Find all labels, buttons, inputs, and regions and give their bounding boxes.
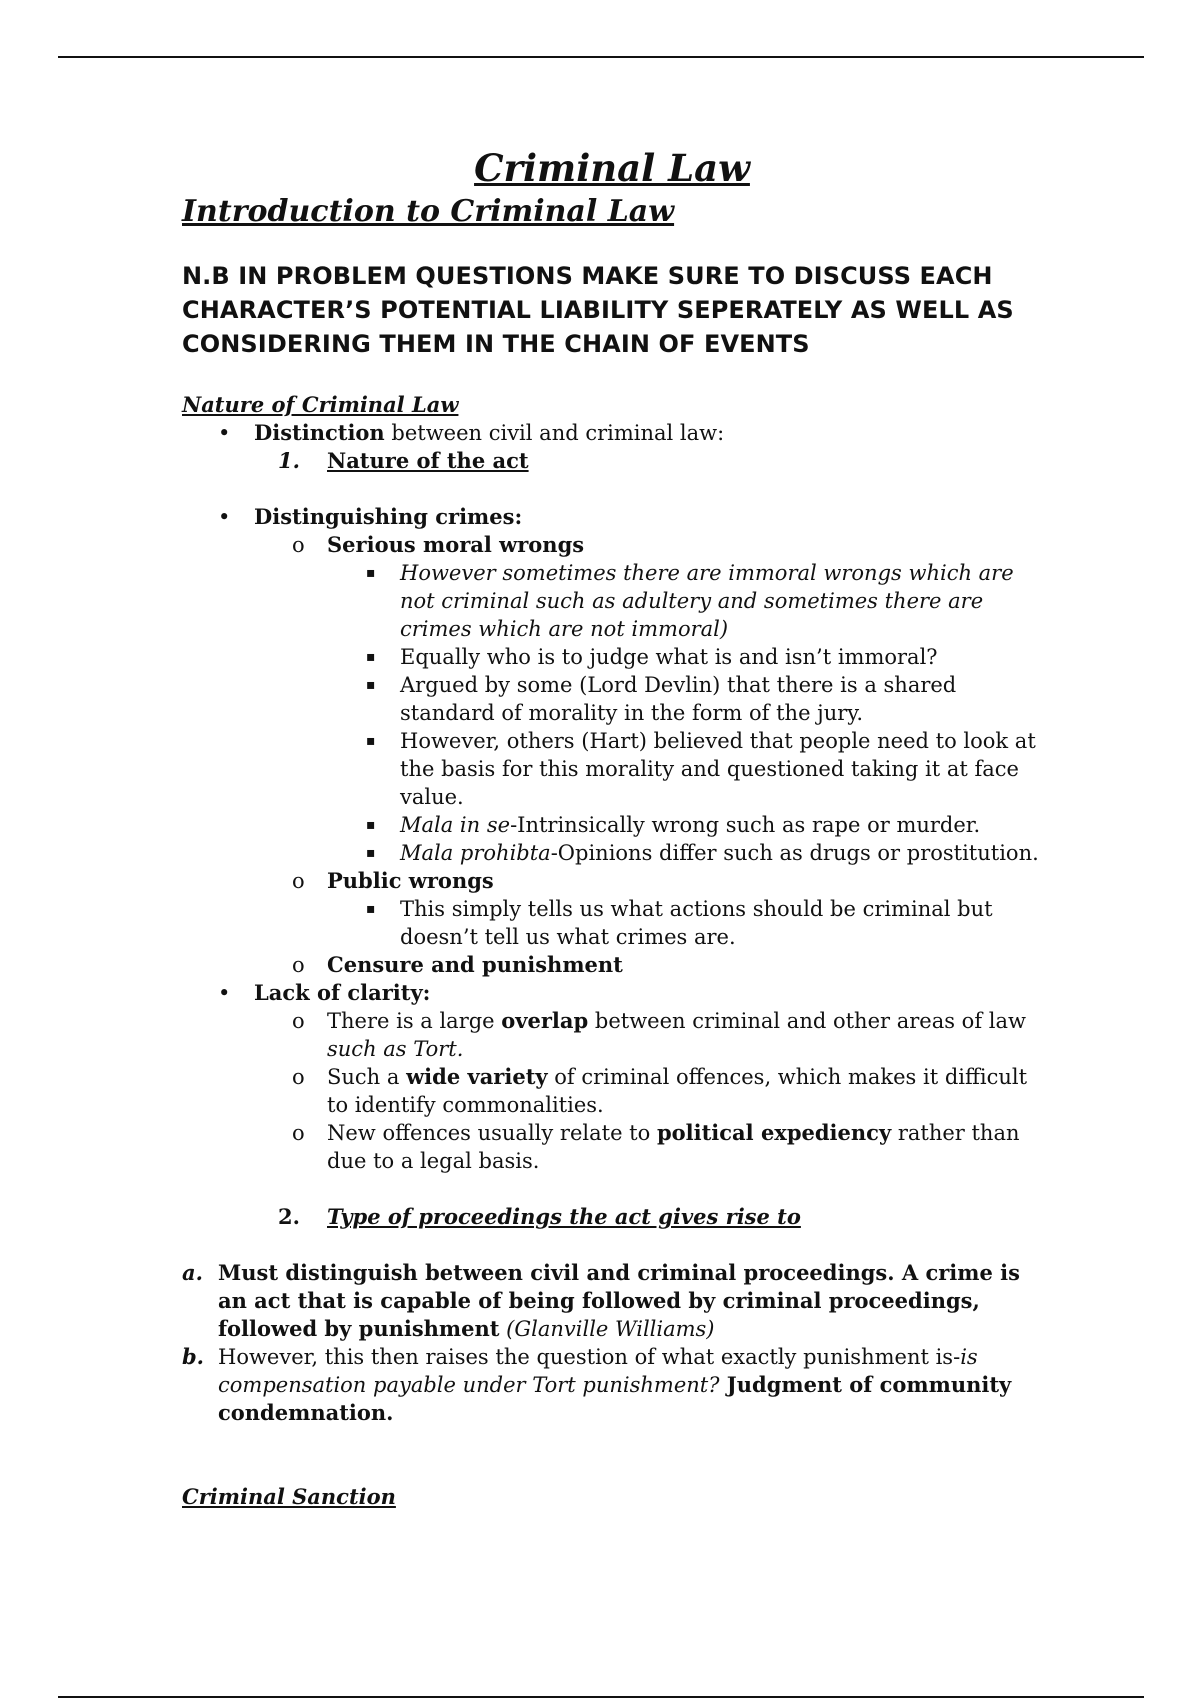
- bullet-marker: •: [218, 981, 231, 1005]
- top-rule: [58, 56, 1144, 58]
- square-marker: ▪: [366, 677, 376, 693]
- lc-text: There is a large: [327, 1009, 502, 1033]
- sm-italic: Mala in se: [400, 813, 511, 837]
- list-item-lc-2: [182, 1063, 1042, 1119]
- lc-text: of criminal offences, which makes it difficult to identify commonalities.: [327, 1065, 1028, 1117]
- list-item-sm-3: [182, 671, 1042, 727]
- number-marker: 2.: [278, 1204, 300, 1229]
- sm-text: -Intrinsically wrong such as rape or murder.: [510, 813, 981, 837]
- lettered-item-b: [182, 1343, 1042, 1427]
- sm-text: However sometimes there are immoral wrongs which are not criminal such as adultery and sometimes there are crimes which are not immoral): [400, 561, 1014, 641]
- list-item-lack: [182, 979, 1042, 1007]
- list-item-sm-4: [182, 727, 1042, 811]
- list-item-lc-3: [182, 1119, 1042, 1175]
- square-marker: ▪: [366, 817, 376, 833]
- number-marker: 1.: [278, 448, 300, 473]
- distinction-label: Distinction: [254, 420, 385, 445]
- page-subtitle: Introduction to Criminal Law: [182, 194, 675, 229]
- section-heading-sanction: Criminal Sanction: [182, 1484, 396, 1509]
- bottom-rule: [58, 1696, 1144, 1698]
- letter-marker: b.: [182, 1344, 204, 1369]
- lc-italic: such as Tort.: [327, 1037, 464, 1061]
- lc-text: Such a: [327, 1065, 407, 1089]
- square-marker: ▪: [366, 649, 376, 665]
- sm-text: Equally who is to judge what is and isn’t immoral?: [400, 645, 938, 669]
- numbered-item-label: Type of proceedings the act gives rise to: [327, 1204, 801, 1229]
- list-item-distinguishing: [182, 503, 1042, 531]
- square-marker: ▪: [366, 733, 376, 749]
- lc-bold: overlap: [501, 1008, 589, 1033]
- square-marker: ▪: [366, 901, 376, 917]
- list-item-sm-5: [182, 811, 1042, 839]
- circle-marker: o: [292, 953, 305, 977]
- lack-label: Lack of clarity:: [254, 980, 431, 1005]
- list-item-censure: [182, 951, 1042, 979]
- circle-marker: o: [292, 869, 305, 893]
- list-item-lc-1: [182, 1007, 1042, 1063]
- list-item-serious: [182, 531, 1042, 559]
- lettered-bold: Must distinguish between civil and criminal proceedings. A crime is an act that is capable of being followed by criminal proceedings, followed by punishment: [218, 1260, 1020, 1341]
- lettered-italic: is compensation payable under Tort punishment?: [218, 1345, 978, 1397]
- page-title: Criminal Law: [474, 146, 750, 190]
- letter-marker: a.: [182, 1260, 203, 1285]
- lc-bold: wide variety: [406, 1064, 548, 1089]
- lc-text: between criminal and other areas of law: [588, 1009, 1026, 1033]
- bullet-marker: •: [218, 421, 231, 445]
- list-item-distinction: [182, 419, 1042, 447]
- lettered-bold: Judgment of community condemnation.: [218, 1372, 1012, 1425]
- distinguishing-label: Distinguishing crimes:: [254, 504, 523, 529]
- sm-text: Argued by some (Lord Devlin) that there is a shared standard of morality in the form of the jury.: [400, 673, 957, 725]
- distinction-text: between civil and criminal law:: [384, 421, 725, 445]
- sm-text: -Opinions differ such as drugs or prostitution.: [550, 841, 1039, 865]
- circle-marker: o: [292, 1121, 305, 1145]
- lc-text: New offences usually relate to: [327, 1121, 657, 1145]
- list-item-pw-1: [182, 895, 1042, 951]
- document-body: [182, 145, 1042, 1511]
- serious-label: Serious moral wrongs: [327, 532, 585, 557]
- nb-line: CONSIDERING THEM IN THE CHAIN OF EVENTS: [182, 330, 810, 358]
- censure-label: Censure and punishment: [327, 952, 623, 977]
- sm-italic: Mala prohibta: [400, 841, 551, 865]
- public-label: Public wrongs: [327, 868, 494, 893]
- lettered-item-a: [182, 1259, 1042, 1343]
- square-marker: ▪: [366, 845, 376, 861]
- list-item-sm-6: [182, 839, 1042, 867]
- circle-marker: o: [292, 1065, 305, 1089]
- nb-line: N.B IN PROBLEM QUESTIONS MAKE SURE TO DISCUSS EACH: [182, 262, 993, 290]
- list-item-sm-2: [182, 643, 1042, 671]
- lc-bold: political expediency: [656, 1120, 892, 1145]
- square-marker: ▪: [366, 565, 376, 581]
- nb-warning: [182, 259, 1042, 361]
- numbered-item-2: [182, 1203, 1042, 1231]
- nb-line: CHARACTER’S POTENTIAL LIABILITY SEPERATELY AS WELL AS: [182, 296, 1014, 324]
- numbered-item-label: Nature of the act: [327, 448, 529, 473]
- pw-text: This simply tells us what actions should be criminal but doesn’t tell us what crimes are.: [400, 897, 993, 949]
- sm-text: However, others (Hart) believed that people need to look at the basis for this morality and questioned taking it at face value.: [400, 729, 1036, 809]
- circle-marker: o: [292, 533, 305, 557]
- lettered-italic: (Glanville Williams): [506, 1317, 715, 1341]
- list-item-sm-1: [182, 559, 1042, 643]
- lettered-text: However, this then raises the question of what exactly punishment is-: [218, 1345, 961, 1369]
- bullet-marker: •: [218, 505, 231, 529]
- list-item-public: [182, 867, 1042, 895]
- lc-text: rather than due to a legal basis.: [327, 1121, 1020, 1173]
- numbered-item-1: [182, 447, 1042, 475]
- section-heading-nature: Nature of Criminal Law: [182, 392, 459, 417]
- circle-marker: o: [292, 1009, 305, 1033]
